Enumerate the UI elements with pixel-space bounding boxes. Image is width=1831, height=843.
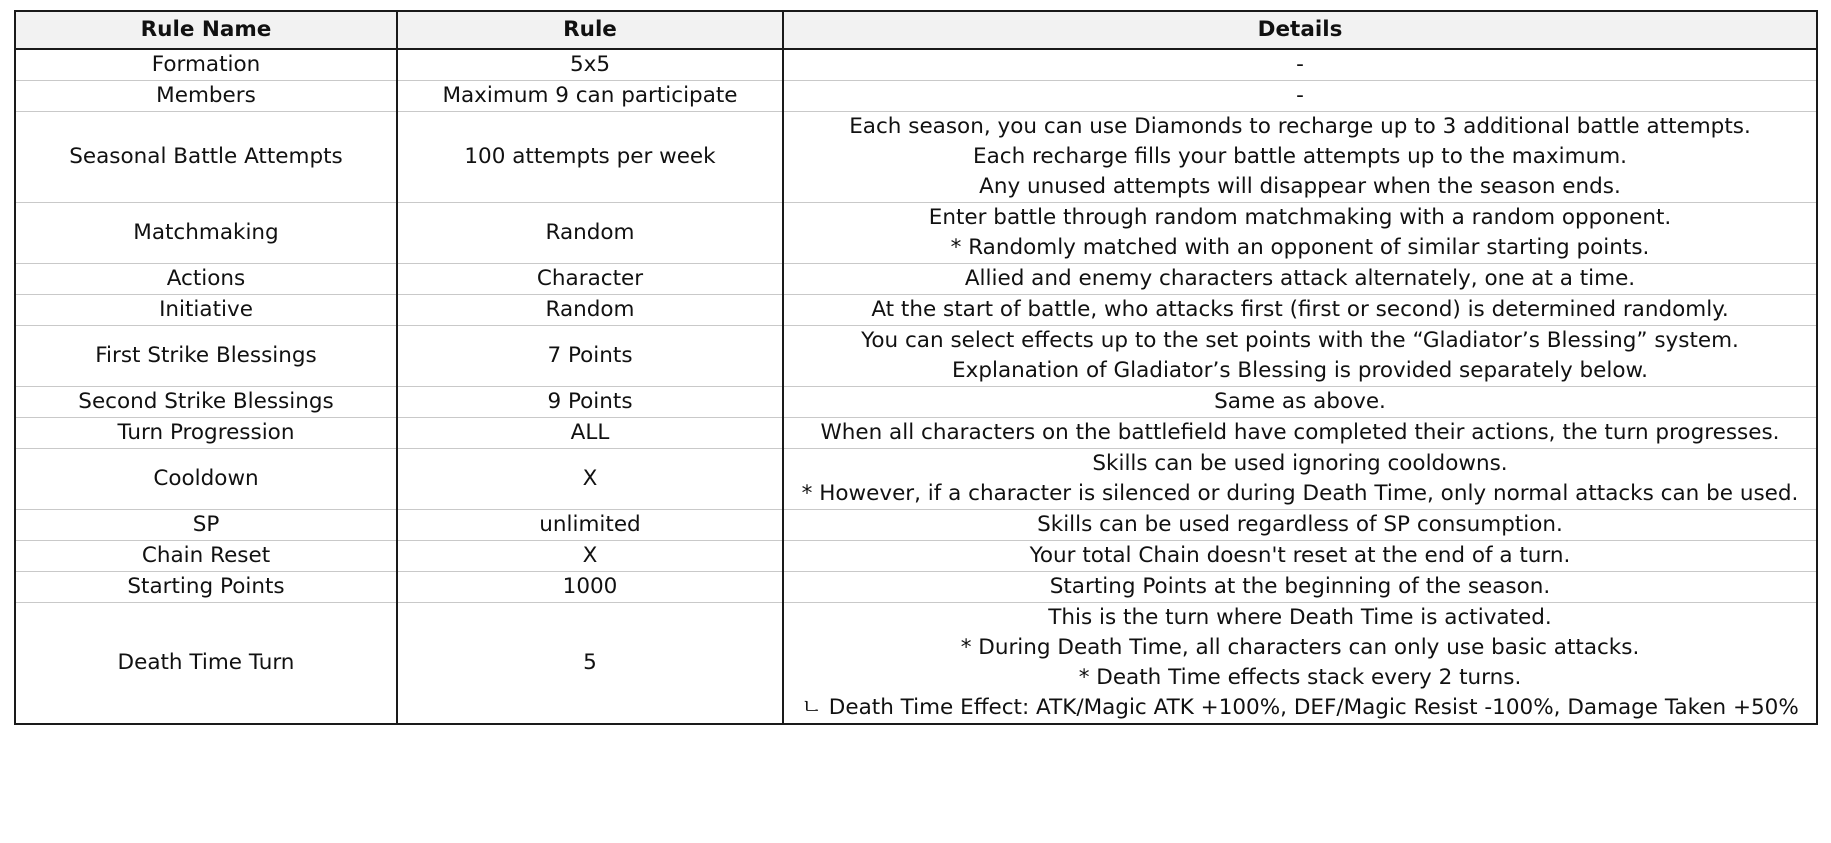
rule-name-cell: First Strike Blessings [15, 326, 397, 387]
rules-table [14, 10, 1818, 725]
table-row [15, 326, 1817, 387]
rule-name-cell: Second Strike Blessings [15, 387, 397, 418]
detail-line: Enter battle through random matchmaking with a random opponent. [928, 205, 1672, 230]
rule-name-cell: Turn Progression [15, 418, 397, 449]
detail-line: This is the turn where Death Time is activated. [1048, 605, 1552, 630]
detail-line: Allied and enemy characters attack alternately, one at a time. [964, 266, 1636, 291]
table-row [15, 541, 1817, 572]
rule-details-cell [783, 572, 1817, 603]
rule-name-cell: Initiative [15, 295, 397, 326]
detail-line: * However, if a character is silenced or during Death Time, only normal attacks can be used. [801, 481, 1799, 506]
rule-value-cell: unlimited [397, 510, 783, 541]
rule-value-cell: Character [397, 264, 783, 295]
rule-name-cell: SP [15, 510, 397, 541]
detail-line: * During Death Time, all characters can only use basic attacks. [960, 635, 1640, 660]
table-row [15, 112, 1817, 203]
rule-name-cell: Starting Points [15, 572, 397, 603]
rule-details-cell [783, 295, 1817, 326]
table-row [15, 418, 1817, 449]
table-row [15, 510, 1817, 541]
rule-name-cell: Chain Reset [15, 541, 397, 572]
rule-details-cell [783, 112, 1817, 203]
rule-value-cell: 7 Points [397, 326, 783, 387]
rule-details-cell [783, 49, 1817, 81]
rule-name-cell: Matchmaking [15, 203, 397, 264]
rule-value-cell: Random [397, 295, 783, 326]
detail-line: Starting Points at the beginning of the season. [1049, 574, 1551, 599]
rule-name-cell: Members [15, 81, 397, 112]
detail-line: Each recharge fills your battle attempts up to the maximum. [973, 144, 1627, 169]
rule-details-cell [783, 418, 1817, 449]
table-row [15, 387, 1817, 418]
detail-line: Any unused attempts will disappear when the season ends. [979, 174, 1621, 199]
header-row [15, 11, 1817, 49]
table-row [15, 49, 1817, 81]
detail-line: Your total Chain doesn't reset at the end of a turn. [1029, 543, 1571, 568]
rule-name-cell: Seasonal Battle Attempts [15, 112, 397, 203]
detail-line: Explanation of Gladiator’s Blessing is provided separately below. [952, 358, 1648, 383]
detail-line: Skills can be used ignoring cooldowns. [1092, 451, 1508, 476]
rule-details-cell [783, 449, 1817, 510]
rule-value-cell: ALL [397, 418, 783, 449]
detail-line: ㄴ Death Time Effect: ATK/Magic ATK +100%, DEF/Magic Resist -100%, Damage Taken +50% [801, 695, 1799, 720]
rule-name-cell: Actions [15, 264, 397, 295]
detail-line: Skills can be used regardless of SP consumption. [1037, 512, 1563, 537]
detail-line: - [1296, 52, 1304, 77]
rule-details-cell [783, 387, 1817, 418]
rule-name-cell: Formation [15, 49, 397, 81]
detail-line: * Death Time effects stack every 2 turns. [1078, 665, 1522, 690]
detail-line: Each season, you can use Diamonds to recharge up to 3 additional battle attempts. [849, 114, 1751, 139]
rule-details-cell [783, 326, 1817, 387]
rule-details-cell [783, 603, 1817, 725]
header-rule-name: Rule Name [15, 11, 397, 49]
detail-line: You can select effects up to the set points with the “Gladiator’s Blessing” system. [861, 328, 1739, 353]
detail-line: - [1296, 83, 1304, 108]
rule-value-cell: 1000 [397, 572, 783, 603]
rule-value-cell: 100 attempts per week [397, 112, 783, 203]
table-row [15, 203, 1817, 264]
table-row [15, 449, 1817, 510]
detail-line: At the start of battle, who attacks first (first or second) is determined randomly. [871, 297, 1729, 322]
table-row [15, 572, 1817, 603]
rule-value-cell: Random [397, 203, 783, 264]
header-rule: Rule [397, 11, 783, 49]
rule-details-cell [783, 203, 1817, 264]
rule-value-cell: 5x5 [397, 49, 783, 81]
rule-details-cell [783, 510, 1817, 541]
detail-line: Same as above. [1214, 389, 1386, 414]
rule-value-cell: X [397, 449, 783, 510]
detail-line: * Randomly matched with an opponent of similar starting points. [950, 235, 1650, 260]
rule-details-cell [783, 541, 1817, 572]
rule-value-cell: 9 Points [397, 387, 783, 418]
rule-name-cell: Cooldown [15, 449, 397, 510]
table-body [15, 49, 1817, 724]
rule-details-cell [783, 81, 1817, 112]
table-row [15, 264, 1817, 295]
rule-value-cell: X [397, 541, 783, 572]
table-row [15, 81, 1817, 112]
table-row [15, 603, 1817, 725]
table-row [15, 295, 1817, 326]
detail-line: When all characters on the battlefield have completed their actions, the turn progresses. [820, 420, 1780, 445]
rule-value-cell: 5 [397, 603, 783, 725]
rule-details-cell [783, 264, 1817, 295]
table-header [15, 11, 1817, 49]
rule-value-cell: Maximum 9 can participate [397, 81, 783, 112]
rule-name-cell: Death Time Turn [15, 603, 397, 725]
header-details: Details [783, 11, 1817, 49]
